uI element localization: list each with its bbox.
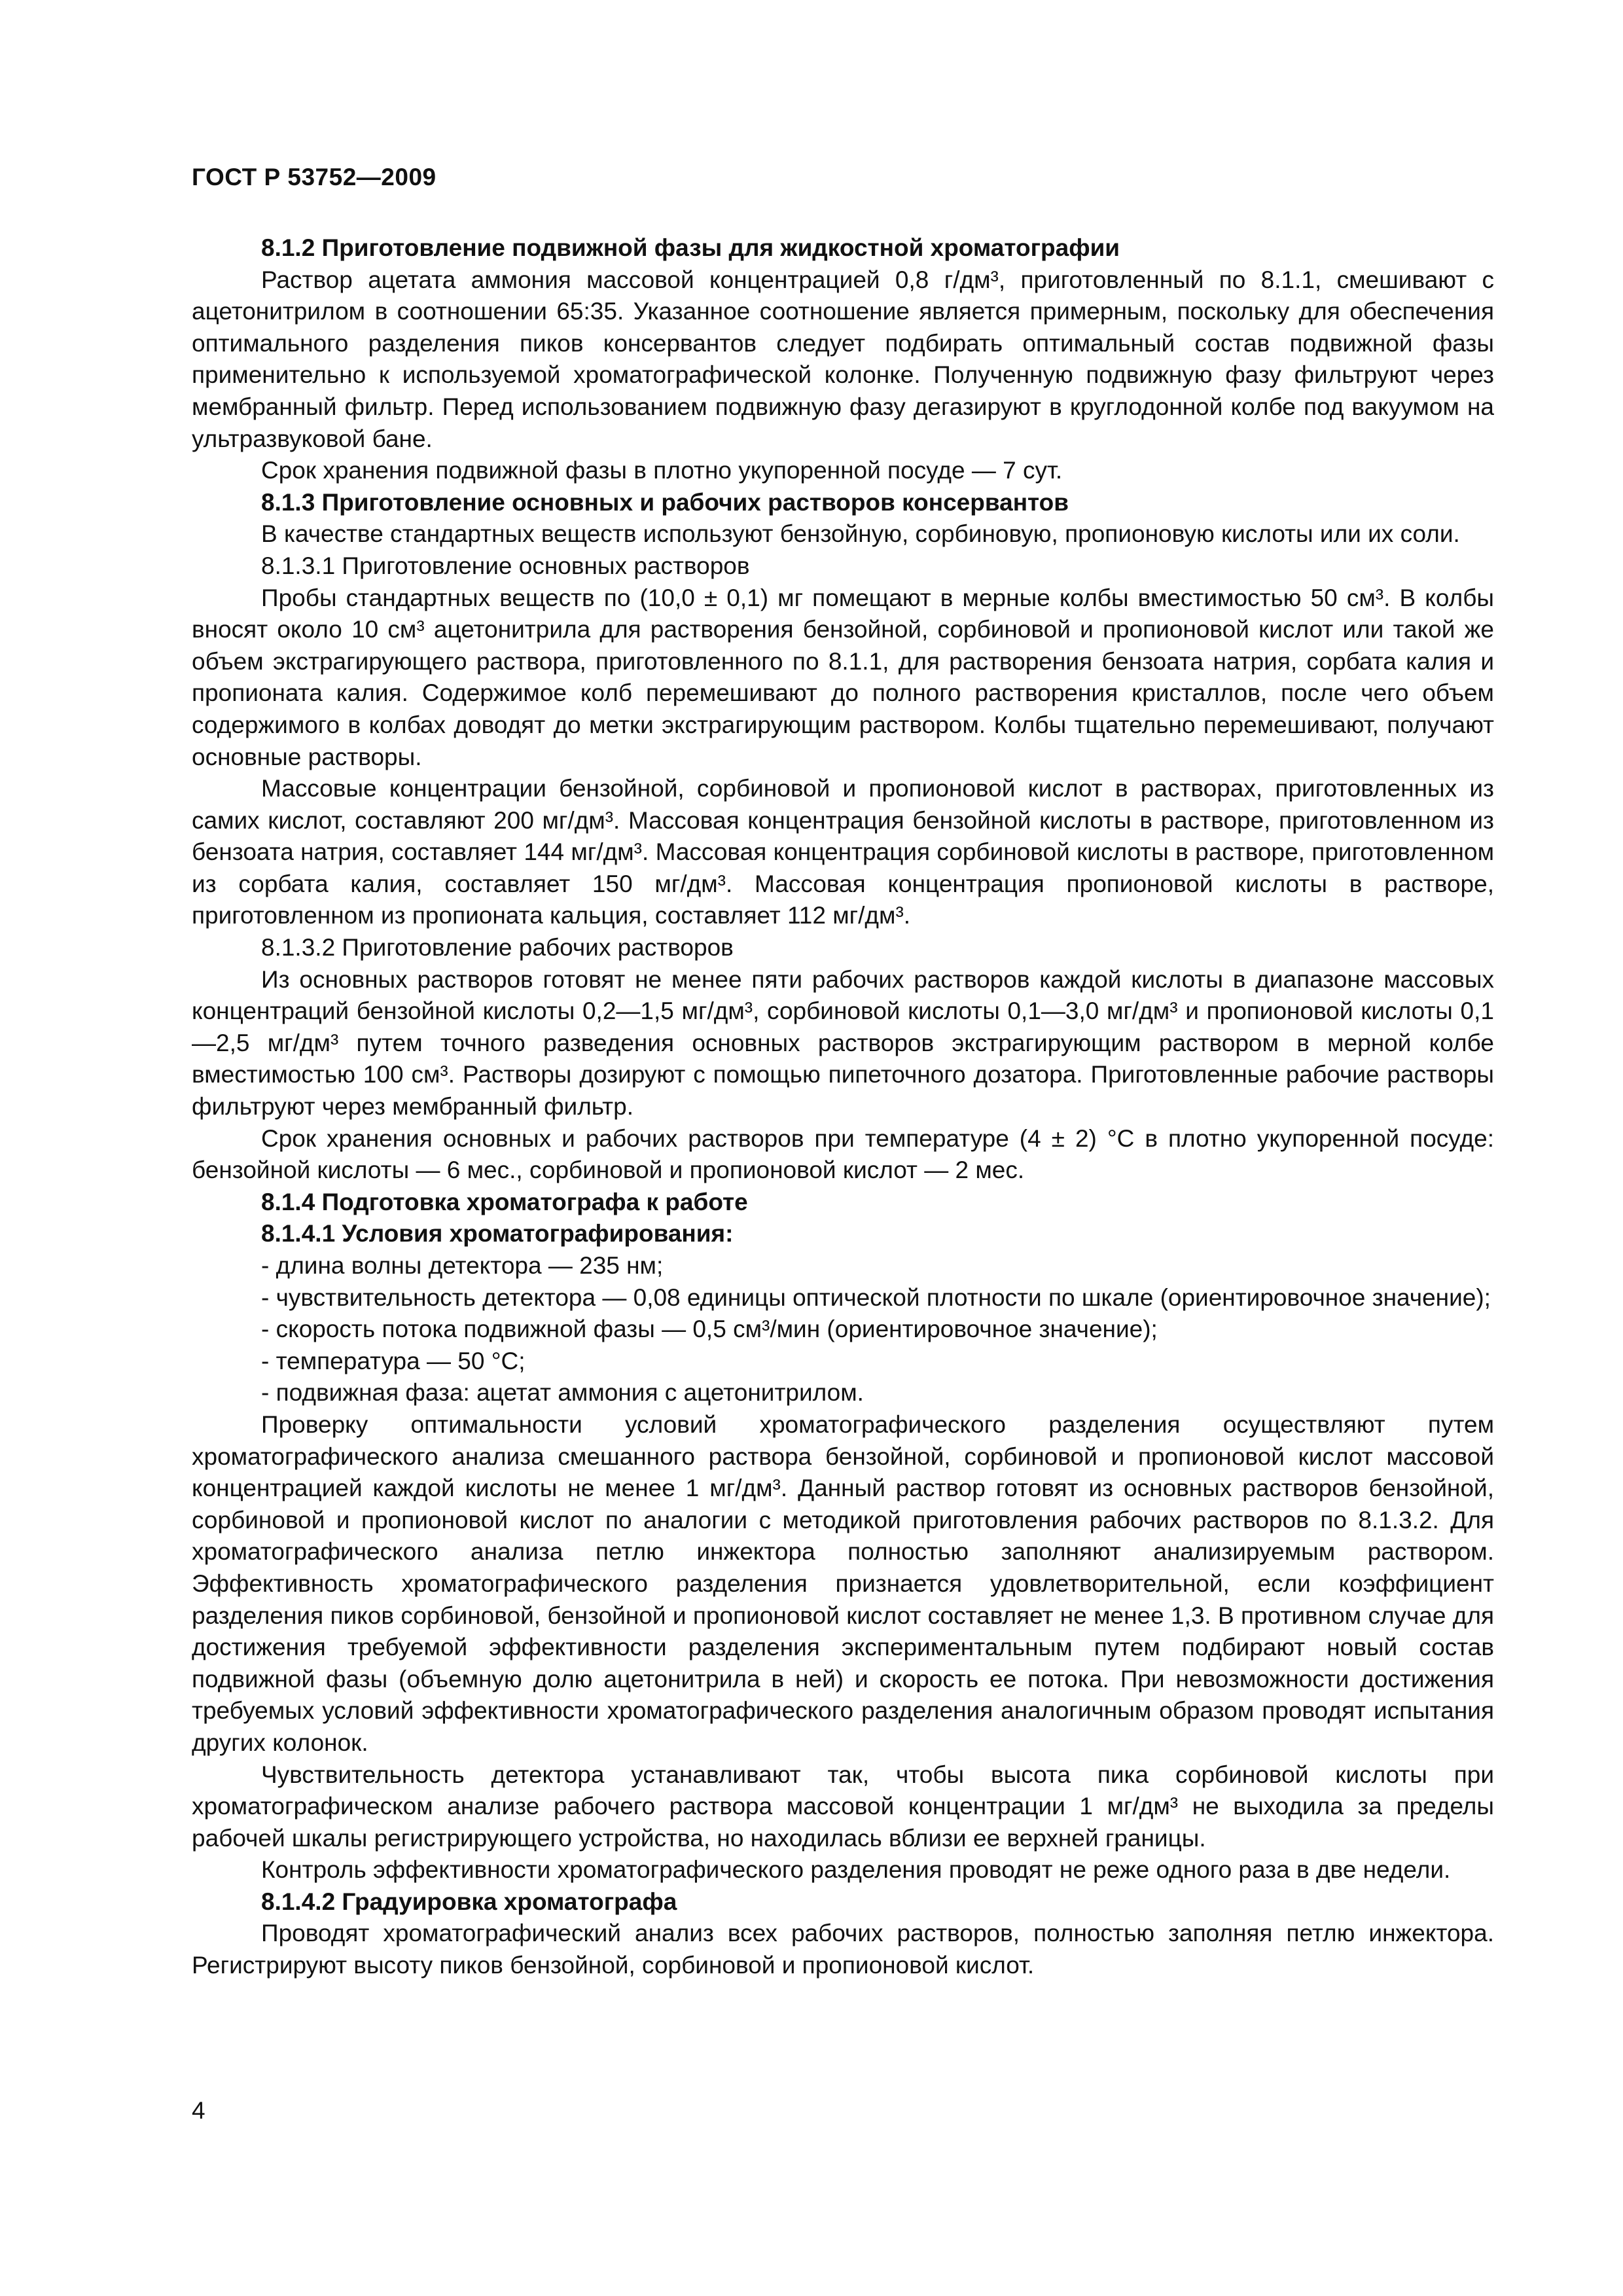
paragraph: Контроль эффективности хроматографического разделения проводят не реже одного раза в две недели. <box>261 1856 1451 1884</box>
paragraph: Срок хранения подвижной фазы в плотно укупоренной посуде — 7 сут. <box>261 457 1063 484</box>
section-heading: 8.1.4 Подготовка хроматографа к работе <box>261 1188 748 1215</box>
paragraph: Проводят хроматографический анализ всех рабочих растворов, полностью заполняя петлю инжектора. Регистрируют высоту пиков бензойной, сорбиновой и пропионовой кислот. <box>192 1920 1494 1979</box>
list-item: - температура — 50 °С; <box>261 1347 526 1374</box>
list-item: - подвижная фаза: ацетат аммония с ацетонитрилом. <box>261 1379 864 1407</box>
paragraph: Пробы стандартных веществ по (10,0 ± 0,1) мг помещают в мерные колбы вместимостью 50 см³. В колбы вносят около 10 см³ ацетонитрила для растворения бензойной, сорбиновой и пропионовой кислот или такой же объем экстрагирующего раствора, приготовленного по 8.1.1, для растворения бензоата натрия, сорбата калия и пропионата калия. Содержимое колб перемешивают до полного растворения кристаллов, после чего объем содержимого в колбах доводят до метки экстрагирующим раствором. Колбы тщательно перемешивают, получают основные растворы. <box>192 584 1494 770</box>
section-heading: 8.1.4.1 Условия хроматографирования: <box>261 1220 734 1247</box>
paragraph: Из основных растворов готовят не менее пяти рабочих растворов каждой кислоты в диапазоне массовых концентраций бензойной кислоты 0,2—1,5 мг/дм³, сорбиновой кислоты 0,1—3,0 мг/дм³ и пропионовой кислоты 0,1—2,5 мг/дм³ путем точного разведения основных растворов экстрагирующим раствором в мерной колбе вместимостью 100 см³. Растворы дозируют с помощью пипеточного дозатора. Приготовленные рабочие растворы фильтруют через мембранный фильтр. <box>192 965 1494 1121</box>
paragraph: Чувствительность детектора устанавливают так, чтобы высота пика сорбиновой кислоты при хроматографическом анализе рабочего раствора массовой концентрации 1 мг/дм³ не выходила за пределы рабочей шкалы регистрирующего устройства, но находилась вблизи ее верхней границы. <box>192 1761 1494 1852</box>
paragraph: Срок хранения основных и рабочих растворов при температуре (4 ± 2) °С в плотно укупоренной посуде: бензойной кислоты — 6 мес., сорбиновой и пропионовой кислот — 2 мес. <box>192 1124 1494 1184</box>
page-number: 4 <box>192 2097 205 2124</box>
paragraph: Раствор ацетата аммония массовой концентрацией 0,8 г/дм³, приготовленный по 8.1.1, смешивают с ацетонитрилом в соотношении 65:35. Указанное соотношение является примерным, поскольку для обеспечения оптимального разделения пиков консервантов следует подбирать оптимальный состав подвижной фазы применительно к используемой хроматографической колонке. Полученную подвижную фазу фильтруют через мембранный фильтр. Перед использованием подвижную фазу дегазируют в круглодонной колбе под вакуумом на ультразвуковой бане. <box>192 266 1494 452</box>
document-body <box>192 232 1494 1982</box>
section-heading: 8.1.4.2 Градуировка хроматографа <box>261 1888 677 1915</box>
paragraph: Проверку оптимальности условий хроматографического разделения осуществляют путем хроматографического анализа смешанного раствора бензойной, сорбиновой и пропионовой кислот массовой концентрацией каждой кислоты не менее 1 мг/дм³. Данный раствор готовят из основных растворов бензойной, сорбиновой и пропионовой кислот по аналогии с методикой приготовления рабочих растворов по 8.1.3.2. Для хроматографического анализа петлю инжектора полностью заполняют анализируемым раствором. Эффективность хроматографического разделения признается удовлетворительной, если коэффициент разделения пиков сорбиновой, бензойной и пропионовой кислот составляет не менее 1,3. В противном случае для достижения требуемой эффективности разделения экспериментальным путем подбирают новый состав подвижной фазы (объемную долю ацетонитрила в ней) и скорость ее потока. При невозможности достижения требуемых условий эффективности хроматографического разделения аналогичным образом проводят испытания других колонок. <box>192 1410 1494 1756</box>
subsection-title: 8.1.3.2 Приготовление рабочих растворов <box>261 934 734 961</box>
list-item: - чувствительность детектора — 0,08 единицы оптической плотности по шкале (ориентировочное значение); <box>261 1283 1491 1311</box>
list-item: - длина волны детектора — 235 нм; <box>261 1252 664 1279</box>
subsection-title: 8.1.3.1 Приготовление основных растворов <box>261 552 750 579</box>
section-heading: 8.1.2 Приготовление подвижной фазы для жидкостной хроматографии <box>261 234 1120 261</box>
paragraph: Массовые концентрации бензойной, сорбиновой и пропионовой кислот в растворах, приготовленных из самих кислот, составляют 200 мг/дм³. Массовая концентрация бензойной кислоты в растворе, приготовленном из бензоата натрия, составляет 144 мг/дм³. Массовая концентрация сорбиновой кислоты в растворе, приготовленном из сорбата калия, составляет 150 мг/дм³. Массовая концентрация пропионовой кислоты в растворе, приготовленном из пропионата кальция, составляет 112 мг/дм³. <box>192 775 1494 929</box>
list-item: - скорость потока подвижной фазы — 0,5 см³/мин (ориентировочное значение); <box>261 1316 1158 1343</box>
paragraph: В качестве стандартных веществ используют бензойную, сорбиновую, пропионовую кислоты или их соли. <box>261 520 1460 548</box>
document-header: ГОСТ Р 53752—2009 <box>192 164 437 190</box>
section-heading: 8.1.3 Приготовление основных и рабочих растворов консервантов <box>261 488 1069 516</box>
